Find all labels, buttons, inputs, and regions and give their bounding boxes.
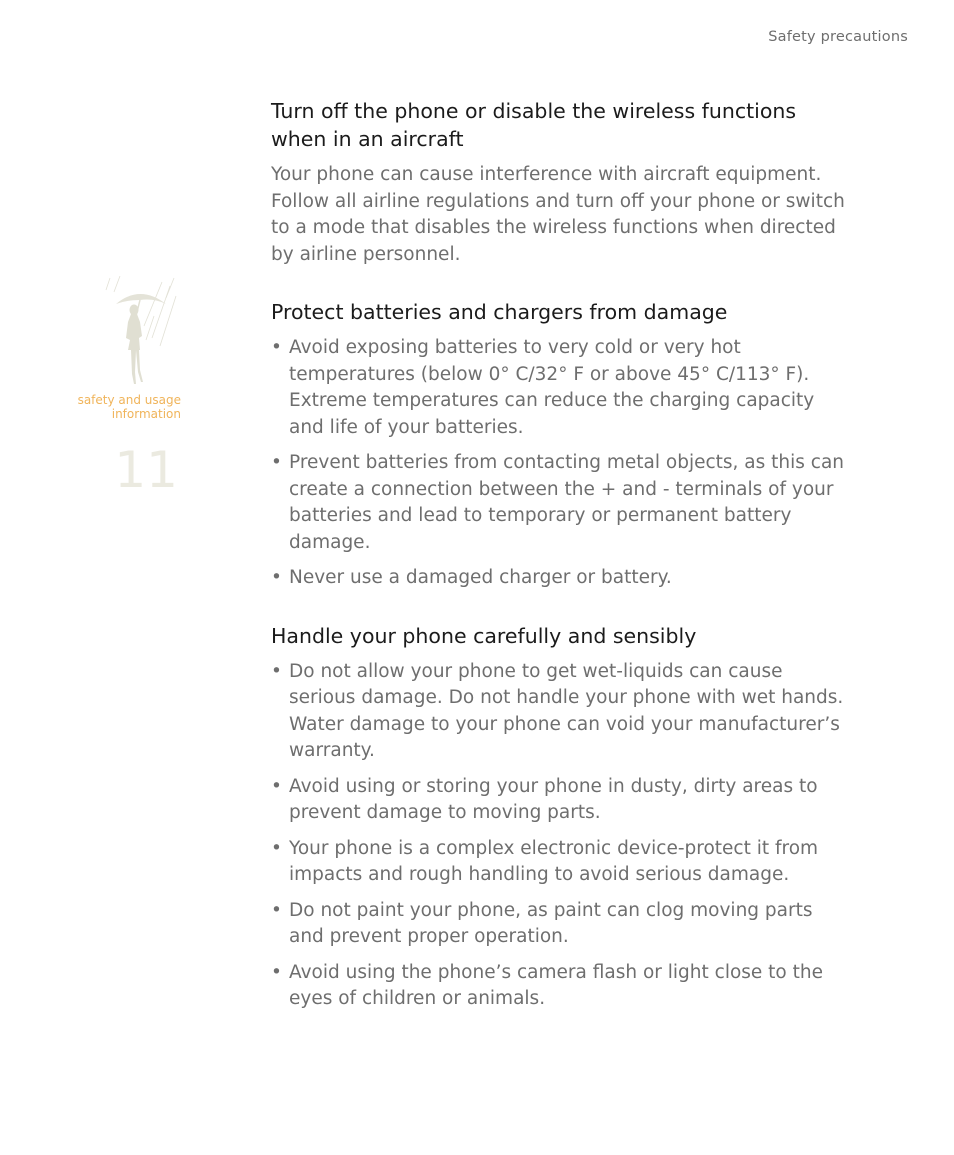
list-item-text: Avoid exposing batteries to very cold or very hot temperatures (below 0° C/32° F or above 45° C/113° F). Extreme temperatures can reduce the charging capacity and life of your batteries. [289,337,815,438]
section-handling [271,622,851,1013]
list-item [271,836,851,889]
list-item [271,898,851,951]
bullet-icon: • [271,337,282,358]
list-item [271,565,851,592]
section-title: Turn off the phone or disable the wireless functions when in an aircraft [271,99,797,151]
list-item-text: Avoid using the phone’s camera flash or light close to the eyes of children or animals. [289,961,823,1009]
list-item-text: Do not allow your phone to get wet-liquids can cause serious damage. Do not handle your phone with wet hands. Water damage to your phone can void your manufacturer’s warranty. [289,660,844,761]
bullet-icon: • [271,660,282,682]
section-label-line1: safety and usage [77,393,181,407]
list-item-text: Do not paint your phone, as paint can clog moving parts and prevent proper operation. [289,899,813,947]
section-label-line2: information [111,407,181,421]
bullet-icon: • [271,775,282,797]
list-item [271,774,851,827]
bullet-icon: • [271,899,282,921]
list-item-text: Never use a damaged charger or battery. [289,567,672,588]
main-content [271,97,851,1043]
section-paragraph: Your phone can cause interference with aircraft equipment. Follow all airline regulations and turn off your phone or switch to a mode that disables the wireless functions when directed by airline personnel. [271,164,845,265]
bullet-icon: • [271,961,282,983]
section-title: Handle your phone carefully and sensibly [271,623,697,648]
list-item [271,960,851,1013]
list-item-text: Avoid using or storing your phone in dusty, dirty areas to prevent damage to moving parts. [289,775,818,823]
bullet-list [271,659,851,1013]
page-number: 11 [114,441,178,499]
section-title: Protect batteries and chargers from damage [271,300,728,324]
bullet-icon: • [271,452,282,473]
section-label [41,393,181,421]
woman-with-umbrella-icon [104,276,184,388]
list-item [271,450,851,556]
bullet-icon: • [271,567,282,588]
bullet-icon: • [271,837,282,859]
section-batteries [271,298,851,592]
running-header: Safety precautions [768,29,908,45]
section-aircraft [271,97,851,268]
list-item-text: Prevent batteries from contacting metal objects, as this can create a connection between the + and - terminals of your batteries and lead to temporary or permanent battery damage. [289,452,845,553]
bullet-list [271,335,851,592]
list-item [271,335,851,441]
list-item-text: Your phone is a complex electronic device-protect it from impacts and rough handling to avoid serious damage. [289,837,819,885]
list-item [271,659,851,765]
